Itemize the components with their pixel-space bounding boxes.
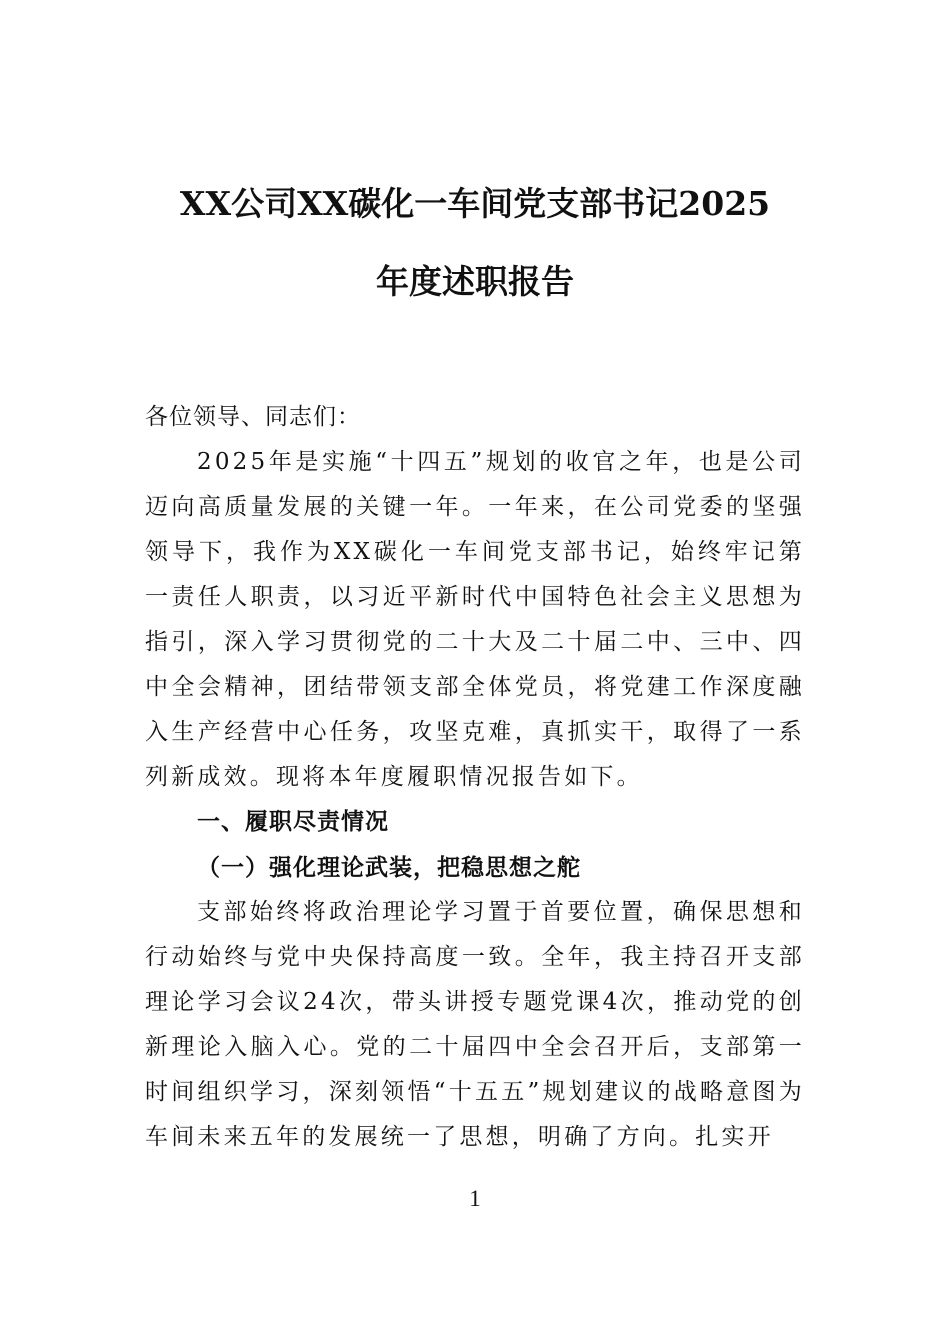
- subsection-paragraph-1: 支部始终将政治理论学习置于首要位置，确保思想和行动始终与党中央保持高度一致。全年，我主持召开支部理论学习会议24次，带头讲授专题党课4次，推动党的创新理论入脑入心。党的二十届四中全会召开后，支部第一时间组织学习，深刻领悟“十五五”规划建议的战略意图为车间未来五年的发展统一了思想，明确了方向。扎实开: [145, 899, 805, 1150]
- page-number: 1: [469, 1186, 481, 1211]
- salutation: 各位领导、同志们：: [145, 404, 361, 430]
- document-title: [145, 165, 805, 321]
- title-line-2: 年度述职报告: [376, 262, 574, 301]
- document-body: [145, 395, 805, 1160]
- intro-paragraph: 2025年是实施“十四五”规划的收官之年，也是公司迈向高质量发展的关键一年。一年来，在公司党委的坚强领导下，我作为XX碳化一车间党支部书记，始终牢记第一责任人职责，以习近平新时代中国特色社会主义思想为指引，深入学习贯彻党的二十大及二十届二中、三中、四中全会精神，团结带领支部全体党员，将党建工作深度融入生产经营中心任务，攻坚克难，真抓实干，取得了一系列新成效。现将本年度履职情况报告如下。: [145, 449, 805, 790]
- title-line-1: XX公司XX碳化一车间党支部书记2025: [179, 184, 771, 223]
- subsection-heading-1: （一）强化理论武装，把稳思想之舵: [197, 854, 581, 881]
- section-heading-1: 一、履职尽责情况: [197, 809, 389, 835]
